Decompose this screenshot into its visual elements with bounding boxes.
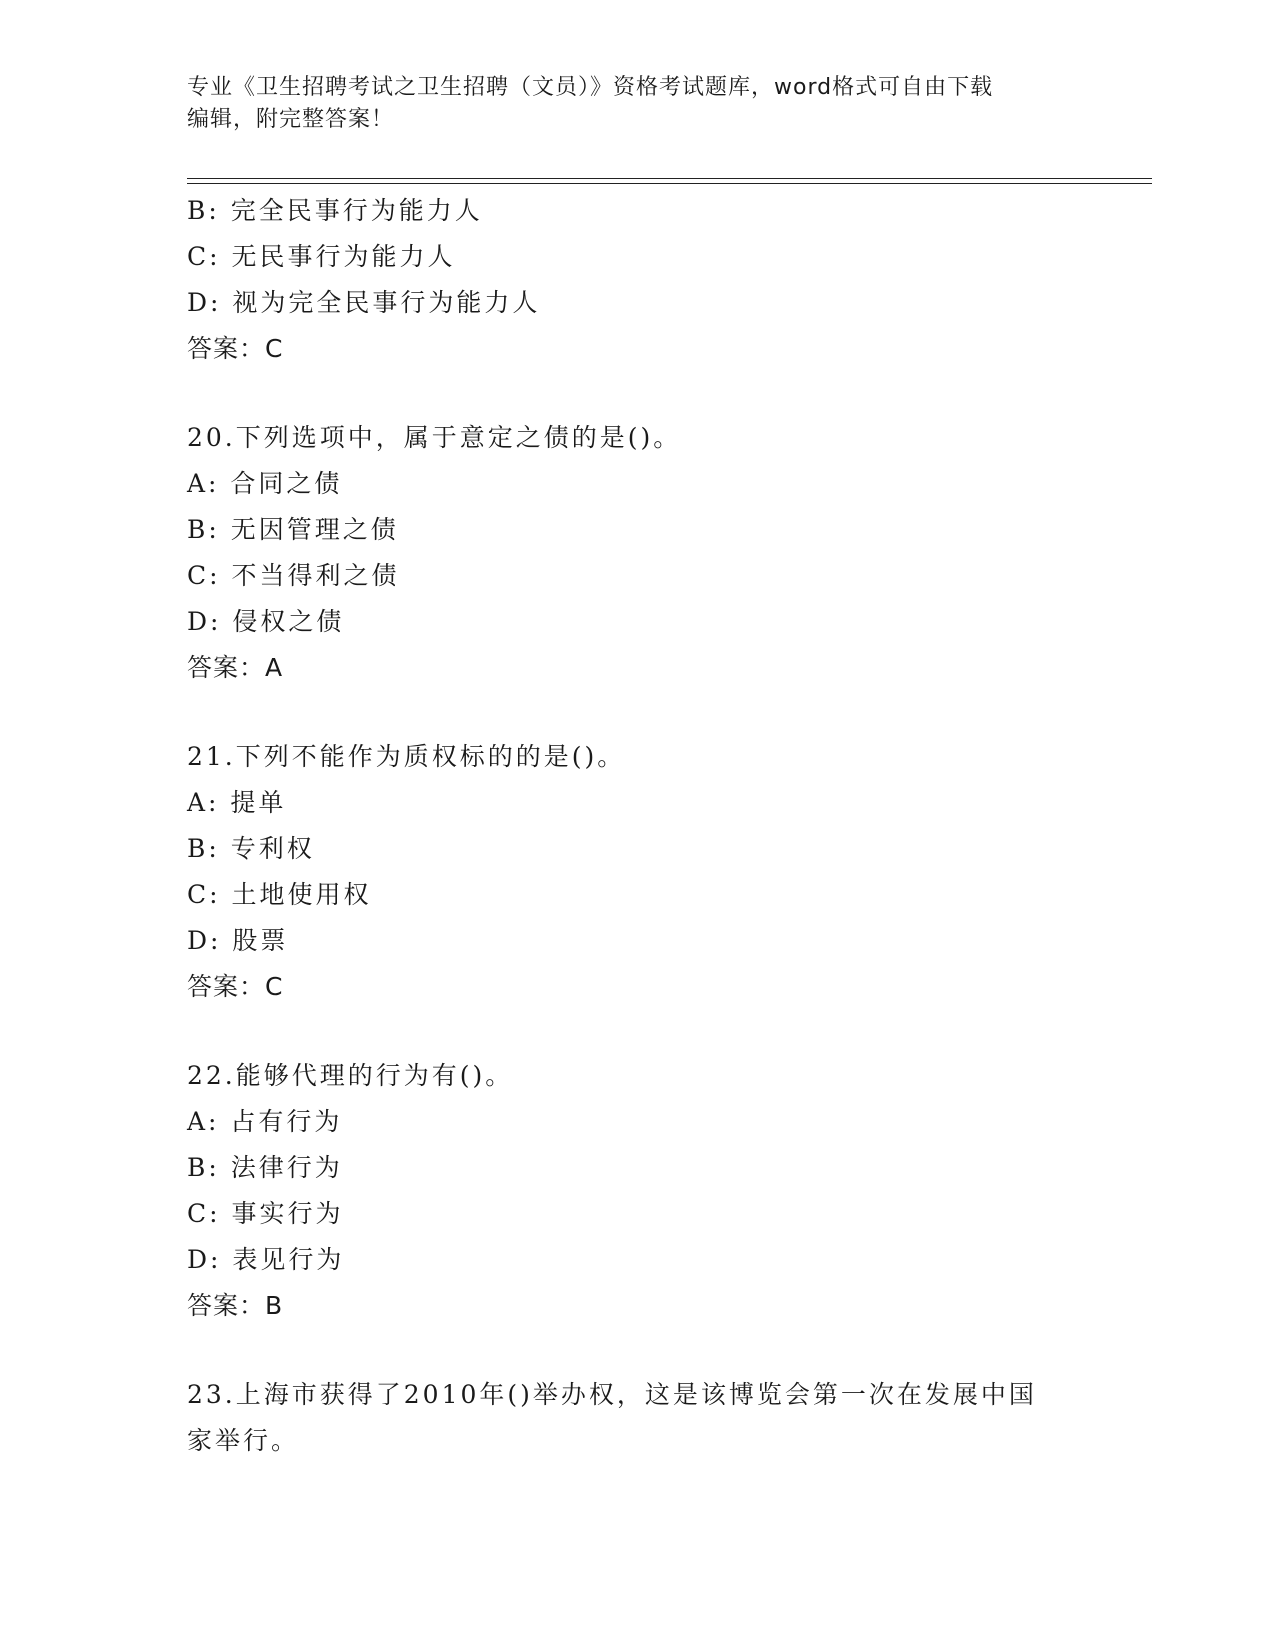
option-c: C: 不当得利之债 [187, 561, 400, 590]
question-stem: 20.下列选项中，属于意定之债的是()。 [187, 423, 682, 452]
question-stem: 22.能够代理的行为有()。 [187, 1061, 514, 1090]
question-20 [187, 415, 1117, 691]
question-23 [187, 1372, 1117, 1464]
option-a: A: 合同之债 [187, 469, 343, 498]
option-b: B: 完全民事行为能力人 [187, 196, 483, 225]
option-d: D: 股票 [187, 926, 289, 955]
option-d: D: 视为完全民事行为能力人 [187, 288, 541, 317]
option-a: A: 提单 [187, 788, 287, 817]
answer: 答案：A [187, 653, 284, 682]
question-19-continued [187, 188, 1117, 372]
option-b: B: 法律行为 [187, 1153, 343, 1182]
answer: 答案：B [187, 1291, 284, 1320]
option-d: D: 侵权之债 [187, 607, 345, 636]
header-divider-top [187, 178, 1152, 179]
header-line-1: 专业《卫生招聘考试之卫生招聘（文员）》资格考试题库，word格式可自由下载 [187, 75, 994, 100]
question-21 [187, 734, 1117, 1010]
option-c: C: 无民事行为能力人 [187, 242, 456, 271]
option-a: A: 占有行为 [187, 1107, 343, 1136]
question-stem-line-2: 家举行。 [187, 1426, 300, 1455]
question-list [187, 188, 1117, 1464]
question-stem-line-1: 23.上海市获得了2010年()举办权，这是该博览会第一次在发展中国 [187, 1380, 1037, 1409]
header-line-2: 编辑，附完整答案！ [187, 107, 395, 132]
document-header [187, 72, 1087, 136]
header-divider-bottom [187, 183, 1152, 184]
option-d: D: 表见行为 [187, 1245, 345, 1274]
question-22 [187, 1053, 1117, 1329]
option-b: B: 专利权 [187, 834, 315, 863]
answer: 答案：C [187, 972, 284, 1001]
option-c: C: 事实行为 [187, 1199, 344, 1228]
option-b: B: 无因管理之债 [187, 515, 399, 544]
answer: 答案：C [187, 334, 284, 363]
option-c: C: 土地使用权 [187, 880, 372, 909]
question-stem: 21.下列不能作为质权标的的是()。 [187, 742, 626, 771]
